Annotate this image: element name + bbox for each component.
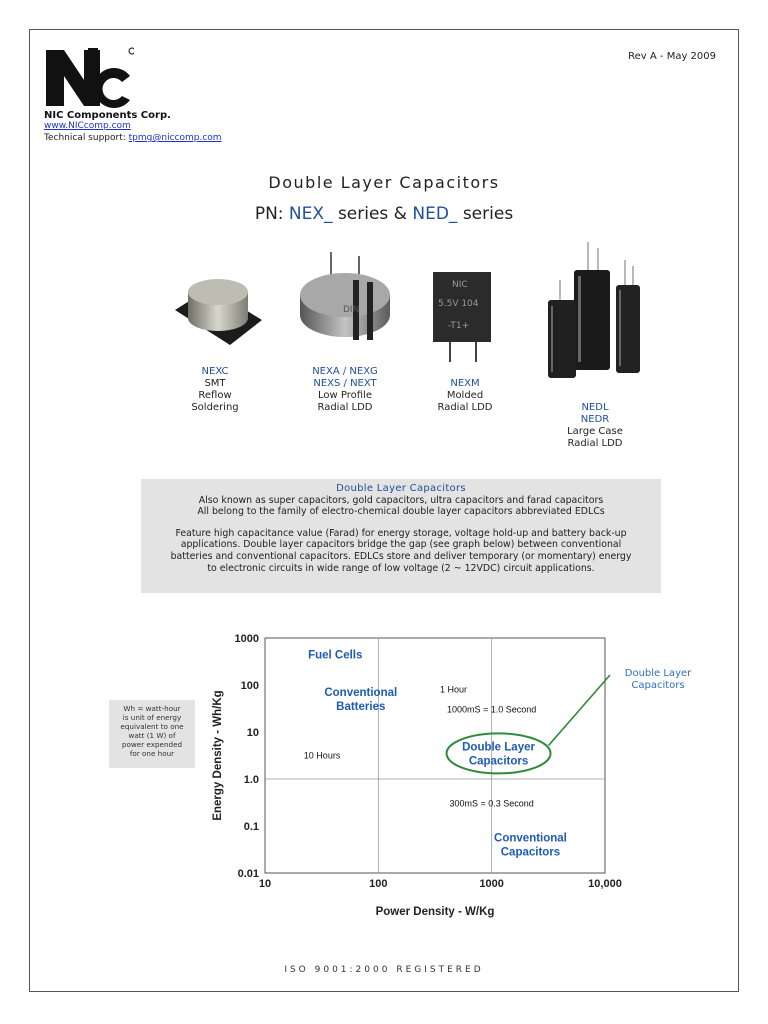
info-p2-line2: applications. Double layer capacitors bridge the gap (see graph below) between conventional <box>180 539 622 551</box>
info-p2-line3: batteries and conventional capacitors. EDLCs store and deliver temporary (or momentary) energy <box>170 550 632 562</box>
region-label: Conventional <box>324 687 398 700</box>
ragone-chart <box>205 630 625 930</box>
nedl-capacitor-image <box>540 240 650 385</box>
info-p2-line1: Feature high capacitance value (Farad) for energy storage, voltage hold-up and battery back-up <box>175 527 627 539</box>
product-nexc-line3: Soldering <box>191 402 239 413</box>
info-heading: Double Layer Capacitors <box>336 483 466 494</box>
product-nedl-line1: Large Case <box>567 426 623 437</box>
region-label: Capacitors <box>500 846 561 859</box>
tech-support <box>44 133 222 143</box>
revision-label: Rev A - May 2009 <box>628 51 716 62</box>
pn-suffix: series <box>462 204 514 224</box>
support-email-link[interactable]: tpmg@niccomp.com <box>128 133 222 143</box>
region-label: Capacitors <box>468 755 529 768</box>
product-nexa-line2: Radial LDD <box>317 402 373 413</box>
product-nexc <box>170 366 260 414</box>
x-axis-label: Power Density - W/Kg <box>375 906 495 918</box>
x-tick-label: 1000 <box>479 878 504 890</box>
nexm-marking-top: NIC <box>452 280 468 290</box>
product-nexc-line2: Reflow <box>198 390 232 401</box>
x-tick-label: 10,000 <box>588 878 622 890</box>
y-tick-label: 1.0 <box>243 774 259 786</box>
nexa-capacitor-image <box>295 250 395 350</box>
iso-footer: ISO 9001:2000 REGISTERED <box>284 965 484 975</box>
nexm-capacitor-image <box>428 270 498 365</box>
wh-note-line3: equivalent to one <box>120 722 184 731</box>
chart-annotation: 1000mS = 1.0 Second <box>447 704 537 715</box>
product-nexa-name2: NEXS / NEXT <box>313 378 377 389</box>
dlc-callout-label <box>598 668 718 692</box>
region-label: Double Layer <box>462 741 535 754</box>
nexm-marking-mid: 5.5V 104 <box>438 299 479 309</box>
y-tick-label: 0.1 <box>243 821 259 833</box>
y-tick-label: 10 <box>246 727 259 739</box>
pn-series2: NED_ <box>412 204 458 224</box>
y-tick-label: 100 <box>240 680 259 692</box>
nic-logo <box>44 46 134 108</box>
website-link[interactable]: www.NICcomp.com <box>44 121 131 131</box>
support-label: Technical support: <box>44 133 126 143</box>
product-nedl-line2: Radial LDD <box>567 438 623 449</box>
region-label: Conventional <box>494 832 567 845</box>
info-p2-line4: to electronic circuits in wide range of low voltage (2 ~ 12VDC) circuit applications. <box>207 562 595 574</box>
nexm-marking-bot: -T1+ <box>448 321 470 331</box>
product-nexm <box>420 378 510 414</box>
wh-note-line2: is unit of energy <box>122 713 182 722</box>
pn-prefix: PN: <box>254 204 284 224</box>
product-nexm-line2: Radial LDD <box>437 402 493 413</box>
pn-mid: series & <box>337 204 407 224</box>
info-p1-line1: Also known as super capacitors, gold capacitors, ultra capacitors and farad capacitors <box>198 494 604 506</box>
wh-note-line6: for one hour <box>129 749 175 758</box>
y-tick-label: 0.01 <box>237 868 259 880</box>
pn-series1: NEX_ <box>288 204 333 224</box>
part-number-line <box>0 204 768 224</box>
wh-note-line4: watt (1 W) of <box>128 731 176 740</box>
nexa-marking: DIN <box>343 305 360 315</box>
dlc-callout-line2: Capacitors <box>631 680 685 691</box>
product-nexm-name: NEXM <box>450 378 480 389</box>
wh-note-line1: Wh = watt-hour <box>123 704 181 713</box>
product-nexc-name: NEXC <box>201 366 229 377</box>
x-tick-label: 10 <box>258 878 272 890</box>
product-nexc-line1: SMT <box>204 378 226 389</box>
region-label: Fuel Cells <box>308 649 363 662</box>
chart-annotation: 1 Hour <box>439 684 468 695</box>
product-nexa-line1: Low Profile <box>318 390 372 401</box>
product-nexa-name: NEXA / NEXG <box>312 366 378 377</box>
y-axis-label: Energy Density - Wh/Kg <box>212 690 224 821</box>
wh-note-line5: power expended <box>121 740 183 749</box>
product-nexa <box>290 366 400 414</box>
info-box <box>141 479 661 593</box>
product-nedl-name2: NEDR <box>580 414 610 425</box>
product-nedl-name: NEDL <box>581 402 609 413</box>
region-label: Batteries <box>336 701 386 714</box>
company-name: NIC Components Corp. <box>44 110 171 121</box>
dlc-callout-line1: Double Layer <box>624 668 692 679</box>
product-nexm-line1: Molded <box>446 390 484 401</box>
chart-annotation: 10 Hours <box>303 750 341 761</box>
nexc-capacitor-image <box>170 270 265 350</box>
y-tick-label: 1000 <box>234 633 259 645</box>
info-p1-line2: All belong to the family of electro-chemical double layer capacitors abbreviated EDLCs <box>197 506 605 518</box>
x-tick-label: 100 <box>369 878 388 890</box>
page-title: Double Layer Capacitors <box>268 173 500 192</box>
product-nedl <box>550 402 640 450</box>
watt-hour-note <box>109 700 195 768</box>
chart-annotation: 300mS = 0.3 Second <box>449 798 534 809</box>
